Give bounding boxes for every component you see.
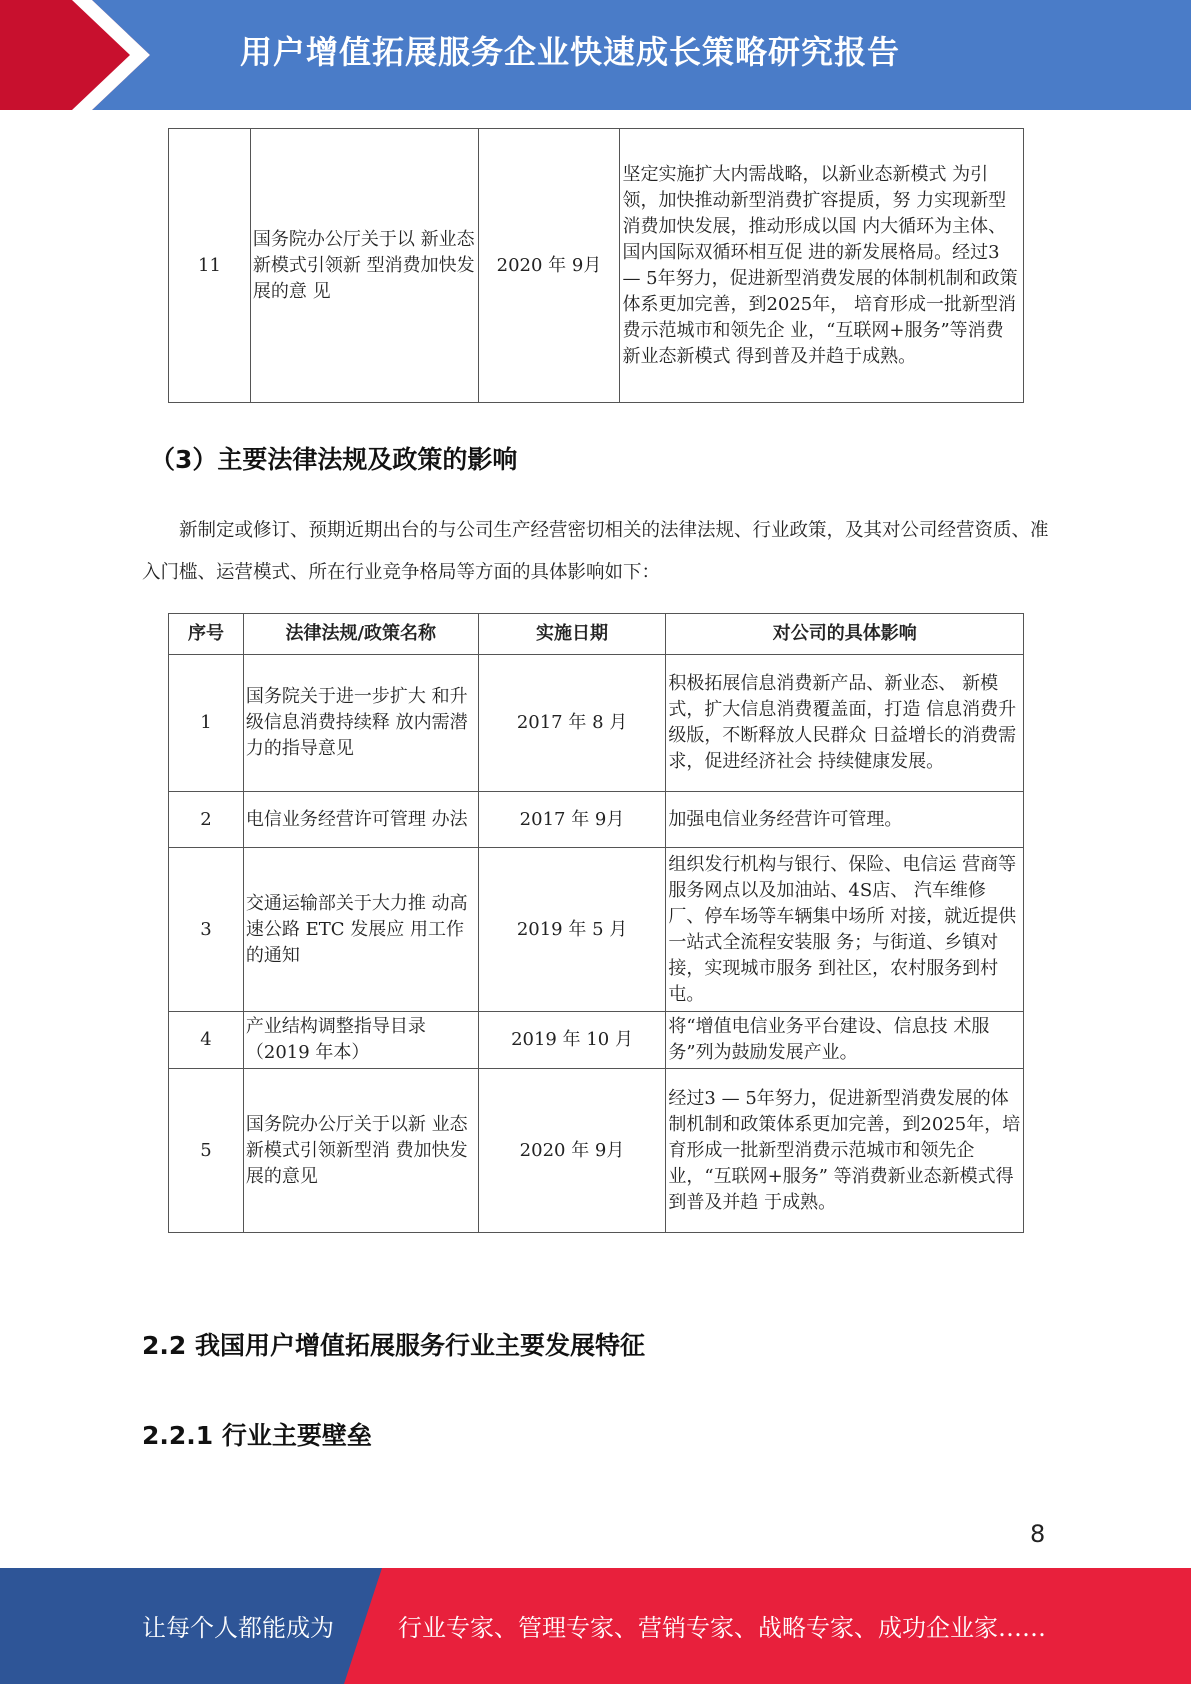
chapter-heading: 2.2 我国用户增值拓展服务行业主要发展特征: [142, 1331, 645, 1360]
section-paragraph: 新制定或修订、预期近期出台的与公司生产经营密切相关的法律法规、行业政策，及其对公司经营资质、准入门槛、运营模式、所在行业竞争格局等方面的具体影响如下：: [142, 520, 1049, 583]
policy-impact: 坚定实施扩大内需战略，以新业态新模式 为引领，加快推动新型消费扩容提质，努 力实现新型消费加快发展，推动形成以国 内大循环为主体、国内国际双循环相互促 进的新发展格局。经过3 — 5年努力，促进新型消费发展的体制机制和政策体系更加完善，到2025年， 培育形成一批新型消费示范城市和领先企 业，“互联网+服务”等消费新业态新模式 得到普及并趋于成熟。: [620, 129, 1024, 403]
policy-table: [168, 613, 1024, 1233]
column-header: 实施日期: [478, 614, 666, 655]
footer-slogan-right: 行业专家、管理专家、营销专家、战略专家、成功企业家……: [398, 1614, 1046, 1642]
section-heading: （3）主要法律法规及政策的影响: [150, 445, 518, 474]
table-row: [169, 1069, 1024, 1233]
row-number: 11: [169, 129, 251, 403]
policy-name: 交通运输部关于大力推 动高速公路 ETC 发展应 用工作的通知: [243, 848, 478, 1012]
effective-date: 2020 年 9月: [478, 129, 620, 403]
page-header: [0, 0, 1191, 110]
table-row: [169, 792, 1024, 848]
policy-name: 电信业务经营许可管理 办法: [243, 792, 478, 848]
policy-name: 国务院办公厅关于以 新业态新模式引领新 型消费加快发展的意 见: [250, 129, 478, 403]
policy-impact: 经过3 — 5年努力，促进新型消费发展的体制机制和政策体系更加完善，到2025年，培育形成一批新型消费示范城市和领先企业，“互联网+服务” 等消费新业态新模式得到普及并趋 于成熟。: [666, 1069, 1024, 1233]
table-row: [169, 1012, 1024, 1069]
row-number: 4: [169, 1012, 244, 1069]
footer-slogan-left: 让每个人都能成为: [142, 1614, 334, 1642]
page-number: 8: [1030, 1520, 1046, 1548]
row-number: 1: [169, 655, 244, 792]
subchapter-heading: 2.2.1 行业主要壁垒: [142, 1421, 372, 1450]
policy-impact: 组织发行机构与银行、保险、电信运 营商等服务网点以及加油站、4S店、 汽车维修厂、停车场等车辆集中场所 对接，就近提供一站式全流程安装服 务；与街道、乡镇对接，实现城市服务 到社区，农村服务到村屯。: [666, 848, 1024, 1012]
policy-name: 产业结构调整指导目录（2019 年本）: [243, 1012, 478, 1069]
row-number: 3: [169, 848, 244, 1012]
policy-table-continued: [168, 128, 1024, 403]
policy-impact: 积极拓展信息消费新产品、新业态、 新模式，扩大信息消费覆盖面，打造 信息消费升级版，不断释放人民群众 日益增长的消费需求，促进经济社会 持续健康发展。: [666, 655, 1024, 792]
page-footer: [0, 1568, 1191, 1684]
effective-date: 2019 年 10 月: [478, 1012, 666, 1069]
effective-date: 2017 年 8 月: [478, 655, 666, 792]
policy-name: 国务院办公厅关于以新 业态新模式引领新型消 费加快发展的意见: [243, 1069, 478, 1233]
row-number: 5: [169, 1069, 244, 1233]
column-header: 对公司的具体影响: [666, 614, 1024, 655]
effective-date: 2020 年 9月: [478, 1069, 666, 1233]
column-header: 序号: [169, 614, 244, 655]
table-row: [169, 655, 1024, 792]
report-title: 用户增值拓展服务企业快速成长策略研究报告: [240, 33, 901, 71]
column-header: 法律法规/政策名称: [243, 614, 478, 655]
row-number: 2: [169, 792, 244, 848]
policy-name: 国务院关于进一步扩大 和升级信息消费持续释 放内需潜力的指导意见: [243, 655, 478, 792]
policy-impact: 将“增值电信业务平台建设、信息技 术服务”列为鼓励发展产业。: [666, 1012, 1024, 1069]
table-row: [169, 848, 1024, 1012]
policy-impact: 加强电信业务经营许可管理。: [666, 792, 1024, 848]
effective-date: 2017 年 9月: [478, 792, 666, 848]
table-header-row: [169, 614, 1024, 655]
effective-date: 2019 年 5 月: [478, 848, 666, 1012]
table-row: [169, 129, 1024, 403]
